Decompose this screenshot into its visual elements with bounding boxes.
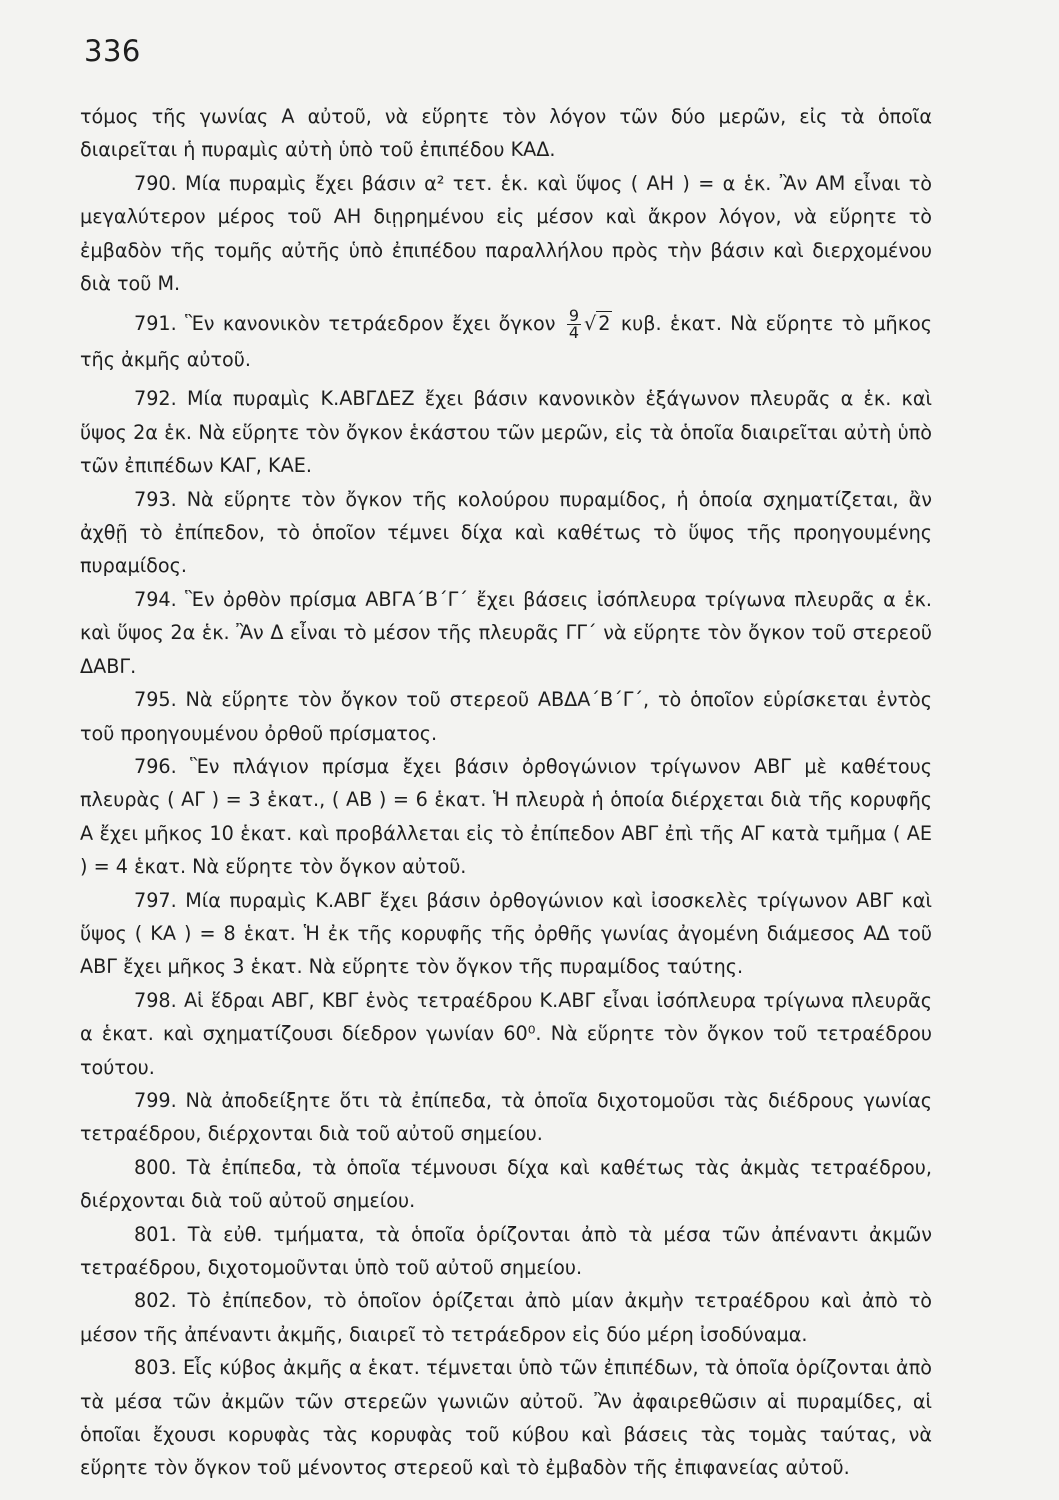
square-root-expression bbox=[584, 311, 612, 335]
problem-800: 800. Τὰ ἐπίπεδα, τὰ ὁποῖα τέμνουσι δίχα καὶ καθέτως τὰς ἀκμὰς τετραέδρου, διέρχονται διὰ τοῦ αὐτοῦ σημείου. bbox=[80, 1155, 932, 1213]
problem-796: 796. Ἓν πλάγιον πρίσμα ἔχει βάσιν ὀρθογώνιον τρίγωνον ΑΒΓ μὲ καθέτους πλευρὰς ( ΑΓ ) = 3 ἑκατ., ( ΑΒ ) = 6 ἑκατ. Ἡ πλευρὰ ἡ ὁποία διέρχεται διὰ τῆς κορυφῆς Α ἔχει μῆκος 10 ἑκατ. καὶ προβάλλεται εἰς τὸ ἐπίπεδον ΑΒΓ ἐπὶ τῆς ΑΓ κατὰ τμῆμα ( ΑΕ ) = 4 ἑκατ. Νὰ εὕρητε τὸν ὄγκον αὐτοῦ. bbox=[80, 754, 932, 879]
page-number: 336 bbox=[84, 34, 141, 68]
fraction-numerator: 9 bbox=[568, 305, 580, 325]
problem-797: 797. Μία πυραμὶς Κ.ΑΒΓ ἔχει βάσιν ὀρθογώνιον καὶ ἰσοσκελὲς τρίγωνον ΑΒΓ καὶ ὕψος ( ΚΑ ) = 8 ἑκατ. Ἡ ἐκ τῆς κορυφῆς τῆς ὀρθῆς γωνίας ἀγομένη διάμεσος ΑΔ τοῦ ΑΒΓ ἔχει μῆκος 3 ἑκατ. Νὰ εὕρητε τὸν ὄγκον τῆς πυραμίδος ταύτης. bbox=[80, 888, 932, 979]
problem-791 bbox=[80, 306, 932, 378]
radicand: 2 bbox=[598, 312, 611, 336]
problem-790: 790. Μία πυραμὶς ἔχει βάσιν α² τετ. ἑκ. καὶ ὕψος ( ΑΗ ) = α ἑκ. Ἂν ΑΜ εἶναι τὸ μεγαλύτερον μέρος τοῦ ΑΗ διῃρημένου εἰς μέσον καὶ ἄκρον λόγον, νὰ εὕρητε τὸ ἐμβαδὸν τῆς τομῆς αὐτῆς ὑπὸ ἐπιπέδου παραλλήλου πρὸς τὴν βάσιν καὶ διερχομένου διὰ τοῦ Μ. bbox=[80, 171, 932, 296]
radical-sign: √ bbox=[584, 312, 597, 336]
problem-794: 794. Ἓν ὀρθὸν πρίσμα ΑΒΓΑ΄Β΄Γ΄ ἔχει βάσεις ἰσόπλευρα τρίγωνα πλευρᾶς α ἑκ. καὶ ὕψος 2α ἑκ. Ἂν Δ εἶναι τὸ μέσον τῆς πλευρᾶς ΓΓ΄ νὰ εὕρητε τὸν ὄγκον τοῦ στερεοῦ ΔΑΒΓ. bbox=[80, 587, 932, 678]
problem-801: 801. Τὰ εὐθ. τμήματα, τὰ ὁποῖα ὁρίζονται ἀπὸ τὰ μέσα τῶν ἀπέναντι ἀκμῶν τετραέδρου, διχοτομοῦνται ὑπὸ τοῦ αὐτοῦ σημείου. bbox=[80, 1222, 932, 1279]
problem-791-text-before: 791. Ἓν κανονικὸν τετράεδρον ἔχει ὄγκον bbox=[134, 312, 556, 336]
problem-795: 795. Νὰ εὕρητε τὸν ὄγκον τοῦ στερεοῦ ΑΒΔΑ΄Β΄Γ΄, τὸ ὁποῖον εὑρίσκεται ἐντὸς τοῦ προηγουμένου ὀρθοῦ πρίσματος. bbox=[80, 688, 932, 745]
problem-799: 799. Νὰ ἀποδείξητε ὅτι τὰ ἐπίπεδα, τὰ ὁποῖα διχοτομοῦσι τὰς διέδρους γωνίας τετραέδρου, διέρχονται διὰ τοῦ αὐτοῦ σημείου. bbox=[80, 1088, 932, 1146]
problem-803: 803. Εἷς κύβος ἀκμῆς α ἑκατ. τέμνεται ὑπὸ τῶν ἐπιπέδων, τὰ ὁποῖα ὁρίζονται ἀπὸ τὰ μέσα τῶν ἀκμῶν τῶν στερεῶν γωνιῶν αὐτοῦ. Ἂν ἀφαιρεθῶσιν αἱ πυραμίδες, αἱ ὁποῖαι ἔχουσι κορυφὰς τὰς κορυφὰς τοῦ κύβου καὶ βάσεις τὰς τομὰς ταύτας, νὰ εὕρητε τὸν ὄγκον τοῦ μένοντος στερεοῦ καὶ τὸ ἐμβαδὸν τῆς ἐπιφανείας αὐτοῦ. bbox=[80, 1356, 932, 1480]
problem-793: 793. Νὰ εὕρητε τὸν ὄγκον τῆς κολούρου πυραμίδος, ἡ ὁποία σχηματίζεται, ἂν ἀχθῇ τὸ ἐπίπεδον, τὸ ὁποῖον τέμνει δίχα καὶ καθέτως τὸ ὕψος τῆς προηγουμένης πυραμίδος. bbox=[80, 487, 932, 578]
problem-802: 802. Τὸ ἐπίπεδον, τὸ ὁποῖον ὁρίζεται ἀπὸ μίαν ἀκμὴν τετραέδρου καὶ ἀπὸ τὸ μέσον τῆς ἀπέναντι ἀκμῆς, διαιρεῖ τὸ τετράεδρον εἰς δύο μέρη ἰσοδύναμα. bbox=[80, 1289, 932, 1346]
problem-text bbox=[80, 100, 932, 1485]
problem-792: 792. Μία πυραμὶς Κ.ΑΒΓΔΕΖ ἔχει βάσιν κανονικὸν ἑξάγωνον πλευρᾶς α ἑκ. καὶ ὕψος 2α ἑκ. Νὰ εὕρητε τὸν ὄγκον ἑκάστου τῶν μερῶν, εἰς τὰ ὁποῖα διαιρεῖται αὐτὴ ὑπὸ τῶν ἐπιπέδων ΚΑΓ, ΚΑΕ. bbox=[80, 387, 932, 478]
problem-798: 798. Αἱ ἕδραι ΑΒΓ, ΚΒΓ ἑνὸς τετραέδρου Κ.ΑΒΓ εἶναι ἰσόπλευρα τρίγωνα πλευρᾶς α ἑκατ. καὶ σχηματίζουσι δίεδρον γωνίαν 60⁰. Νὰ εὕρητε τὸν ὄγκον τοῦ τετραέδρου τούτου. bbox=[80, 988, 932, 1079]
fraction-denominator: 4 bbox=[568, 323, 580, 343]
problem-791-text-after: κυβ. ἑκατ. Νὰ εὕρητε τὸ μῆκος τῆς ἀκμῆς αὐτοῦ. bbox=[80, 312, 933, 372]
fraction-nine-quarters bbox=[567, 305, 581, 343]
continued-paragraph: τόμος τῆς γωνίας Α αὐτοῦ, νὰ εὕρητε τὸν λόγον τῶν δύο μερῶν, εἰς τὰ ὁποῖα διαιρεῖται ἡ πυραμὶς αὐτὴ ὑπὸ τοῦ ἐπιπέδου ΚΑΔ. bbox=[80, 105, 932, 162]
